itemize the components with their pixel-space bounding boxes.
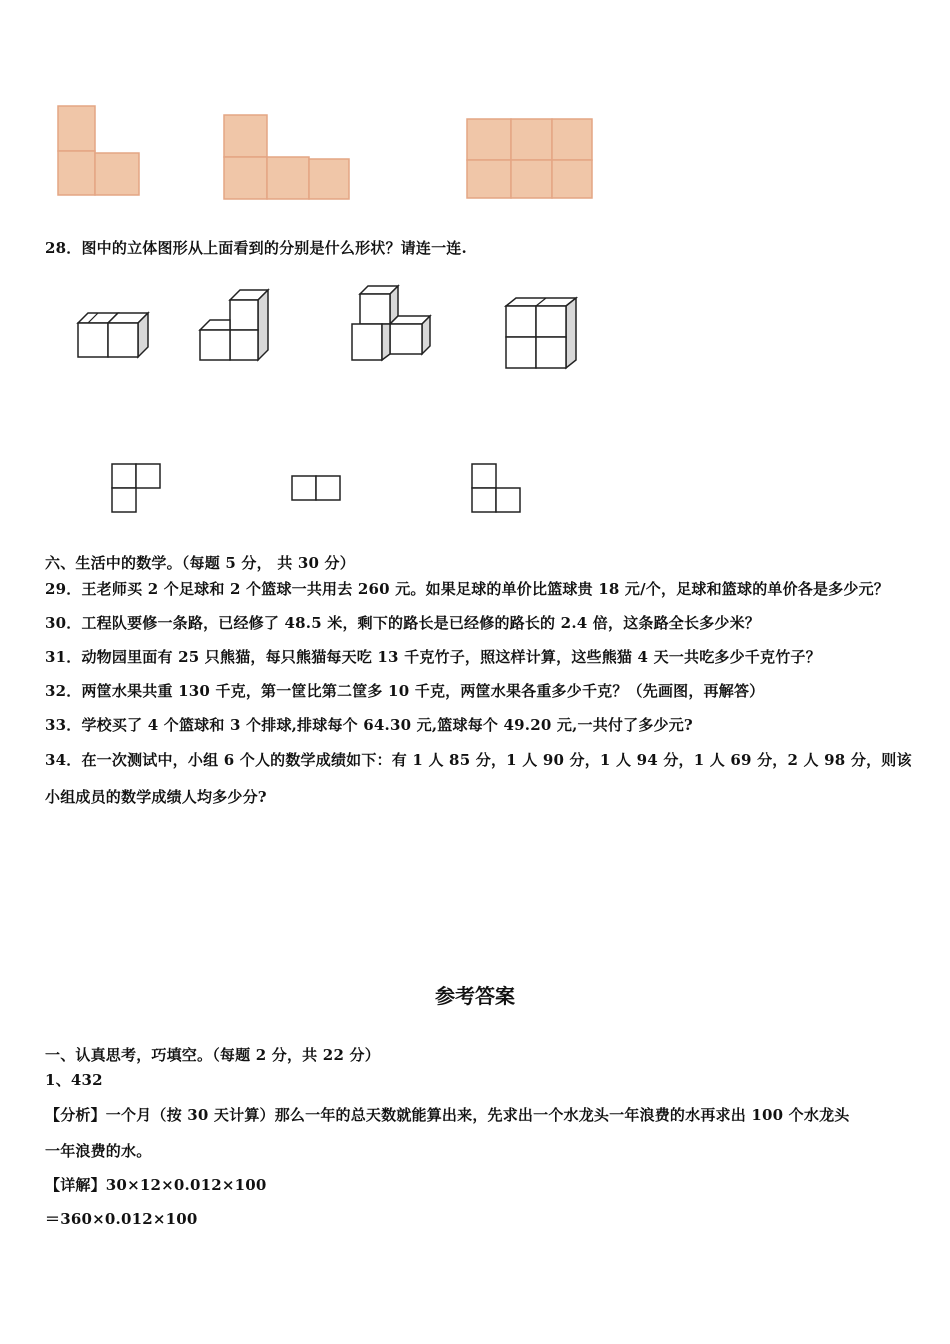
question-30: 30．工程队要修一条路，已经修了 48.5 米，剩下的路长是已经修的路长的 2.4 倍，这条路全长多少米？ (45, 614, 760, 632)
section-6-heading: 六、生活中的数学。（每题 5 分， 共 30 分） (45, 554, 355, 572)
top-view-a (111, 463, 165, 515)
flat-view-long-l-shape (222, 113, 354, 203)
answer-1-detail: 【详解】30×12×0.012×100 (45, 1176, 267, 1194)
top-view-b (291, 475, 345, 503)
flat-view-l-shape (56, 104, 146, 200)
answer-1-step: ＝360×0.012×100 (45, 1210, 198, 1228)
question-28: 28．图中的立体图形从上面看到的分别是什么形状？请连一连. (45, 239, 467, 257)
answers-section-1: 一、认真思考，巧填空。（每题 2 分，共 22 分） (45, 1046, 380, 1064)
solid-a (76, 305, 156, 363)
solid-d (504, 296, 584, 372)
question-32: 32．两筐水果共重 130 千克，第一筐比第二筐多 10 千克，两筐水果各重多少千克？（先画图，再解答） (45, 682, 765, 700)
question-29: 29．王老师买 2 个足球和 2 个篮球一共用去 260 元。如果足球的单价比篮球贵 18 元/个，足球和篮球的单价各是多少元？ (45, 580, 889, 598)
question-34-line-1: 34．在一次测试中，小组 6 个人的数学成绩如下：有 1 人 85 分，1 人 90 分，1 人 94 分，1 人 69 分，2 人 98 分，则该 (45, 751, 912, 769)
answers-title: 参考答案 (435, 984, 515, 1008)
question-34-line-2: 小组成员的数学成绩人均多少分? (45, 788, 267, 806)
question-33: 33．学校买了 4 个篮球和 3 个排球,排球每个 64.30 元,篮球每个 49.20 元,一共付了多少元? (45, 716, 693, 734)
solid-b (198, 288, 278, 364)
answer-1-analysis-line-1: 【分析】一个月（按 30 天计算）那么一年的总天数就能算出来，先求出一个水龙头一年浪费的水再求出 100 个水龙头 (45, 1106, 850, 1124)
top-view-c (471, 463, 525, 515)
solid-c (348, 282, 438, 366)
answer-1-number: 1、432 (45, 1071, 103, 1089)
flat-view-rectangle (465, 117, 597, 203)
answer-1-analysis-line-2: 一年浪费的水。 (45, 1142, 152, 1160)
question-31: 31．动物园里面有 25 只熊猫，每只熊猫每天吃 13 千克竹子，照这样计算，这些熊猫 4 天一共吃多少千克竹子？ (45, 648, 821, 666)
